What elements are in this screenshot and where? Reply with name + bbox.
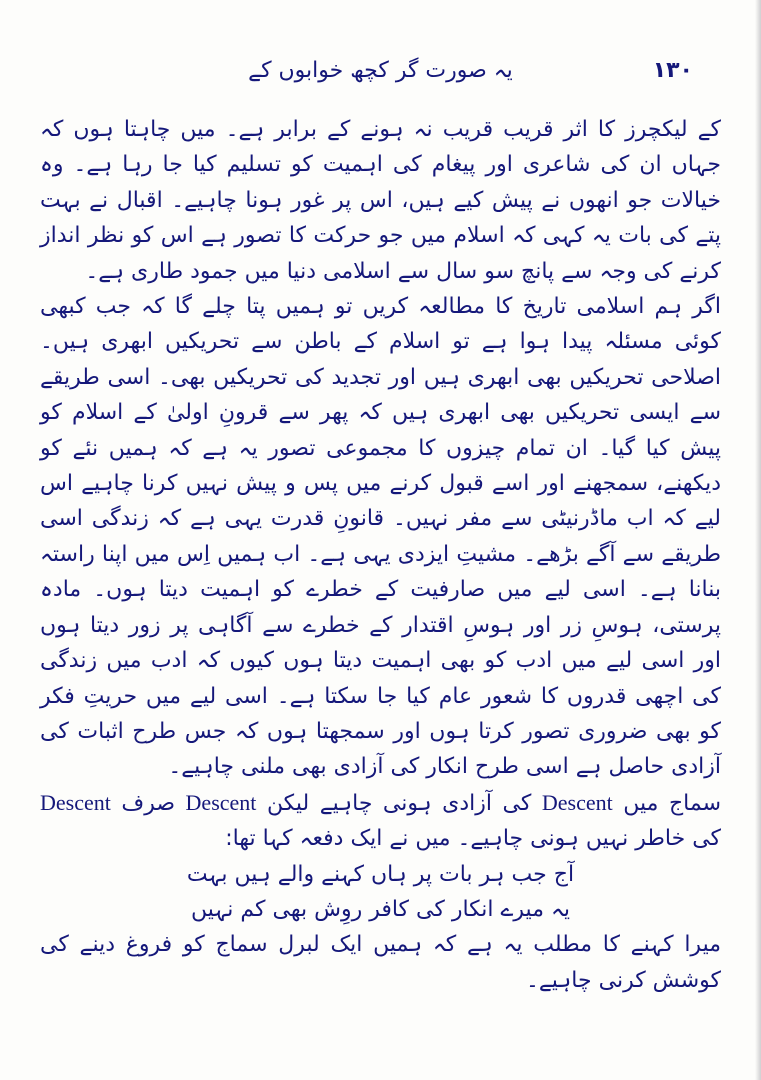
running-title: یہ صورت گر کچھ خوابوں کے bbox=[248, 58, 513, 83]
word-descent-1: Descent bbox=[541, 789, 613, 815]
paragraph-3 bbox=[40, 785, 721, 857]
paragraph-3-part-d: کی خاطر نہیں ہونی چاہیے۔ میں نے ایک دفعہ کہا تھا: bbox=[225, 826, 721, 852]
verse-line-2: یہ میرے انکار کی کافر روِش بھی کم نہیں bbox=[191, 896, 570, 922]
page-number: ۱۳۰ bbox=[652, 58, 693, 83]
paragraph-3-part-b: کی آزادی ہونی چاہیے لیکن bbox=[266, 790, 532, 816]
page-header bbox=[40, 56, 721, 96]
paragraph-2: اگر ہم اسلامی تاریخ کا مطالعہ کریں تو ہمیں پتا چلے گا کہ جب کبھی کوئی مسئلہ پیدا ہوا ہے تو اسلام کے باطن سے تحریکیں ابھری ہیں۔ اصلاحی تحریکیں بھی ابھری ہیں اور تجدید کی تحریکیں بھی۔ اسی طریقے سے ایسی تحریکیں بھی ابھری ہیں کہ پھر سے قرونِ اولیٰ کے اسلام کو پیش کیا گیا۔ ان تمام چیزوں کا مجموعی تصور یہ ہے کہ ہمیں نئے کو دیکھنے، سمجھنے اور اسے قبول کرنے میں پس و پیش نہیں کرنا چاہیے اس لیے کہ اب ماڈرنیٹی سے مفر نہیں۔ قانونِ قدرت یہی ہے کہ زندگی اسی طریقے سے آگے بڑھے۔ مشیتِ ایزدی یہی ہے۔ اب ہمیں اِس میں اپنا راستہ بنانا ہے۔ اسی لیے میں صارفیت کے خطرے کو اہمیت دیتا ہوں۔ مادہ پرستی، ہوسِ زر اور ہوسِ اقتدار کے خطرے سے آگاہی پر زور دیتا ہوں اور اسی لیے میں ادب کو بھی اہمیت دیتا ہوں کیوں کہ ادب میں زندگی کی اچھی قدروں کا شعور عام کیا جا سکتا ہے۔ اسی لیے میں حریتِ فکر کو بھی ضروری تصور کرتا ہوں اور سمجھتا ہوں کہ جس طرح اثبات کی آزادی حاصل ہے اسی طرح انکار کی آزادی بھی ملنی چاہیے۔ bbox=[40, 294, 721, 780]
word-descent-2: Descent bbox=[185, 789, 257, 815]
paragraph-4: میرا کہنے کا مطلب یہ ہے کہ ہمیں ایک لبرل سماج کو فروغ دینے کی کوشش کرنی چاہیے۔ bbox=[40, 932, 721, 993]
page-edge-shadow bbox=[755, 0, 761, 1080]
body-text bbox=[40, 112, 721, 998]
word-descent-3: Descent bbox=[40, 789, 111, 815]
paragraph-3-part-a: سماج میں bbox=[623, 790, 722, 816]
paragraph-3-part-c: صرف bbox=[121, 790, 176, 816]
paragraph-1: کے لیکچرز کا اثر قریب قریب نہ ہونے کے برابر ہے۔ میں چاہتا ہوں کہ جہاں ان کی شاعری اور پیغام کی اہمیت کو تسلیم کیا جا رہا ہے۔ وہ خیالات جو انھوں نے پیش کیے ہیں، اس پر غور ہونا چاہیے۔ اقبال نے بہت پتے کی بات یہ کہی کہ اسلام میں جو حرکت کا تصور ہے اس کو نظر انداز کرنے کی وجہ سے پانچ سو سال سے اسلامی دنیا میں جمود طاری ہے۔ bbox=[40, 117, 721, 284]
verse-line-1: آج جب ہر بات پر ہاں کہنے والے ہیں بہت bbox=[186, 861, 575, 887]
